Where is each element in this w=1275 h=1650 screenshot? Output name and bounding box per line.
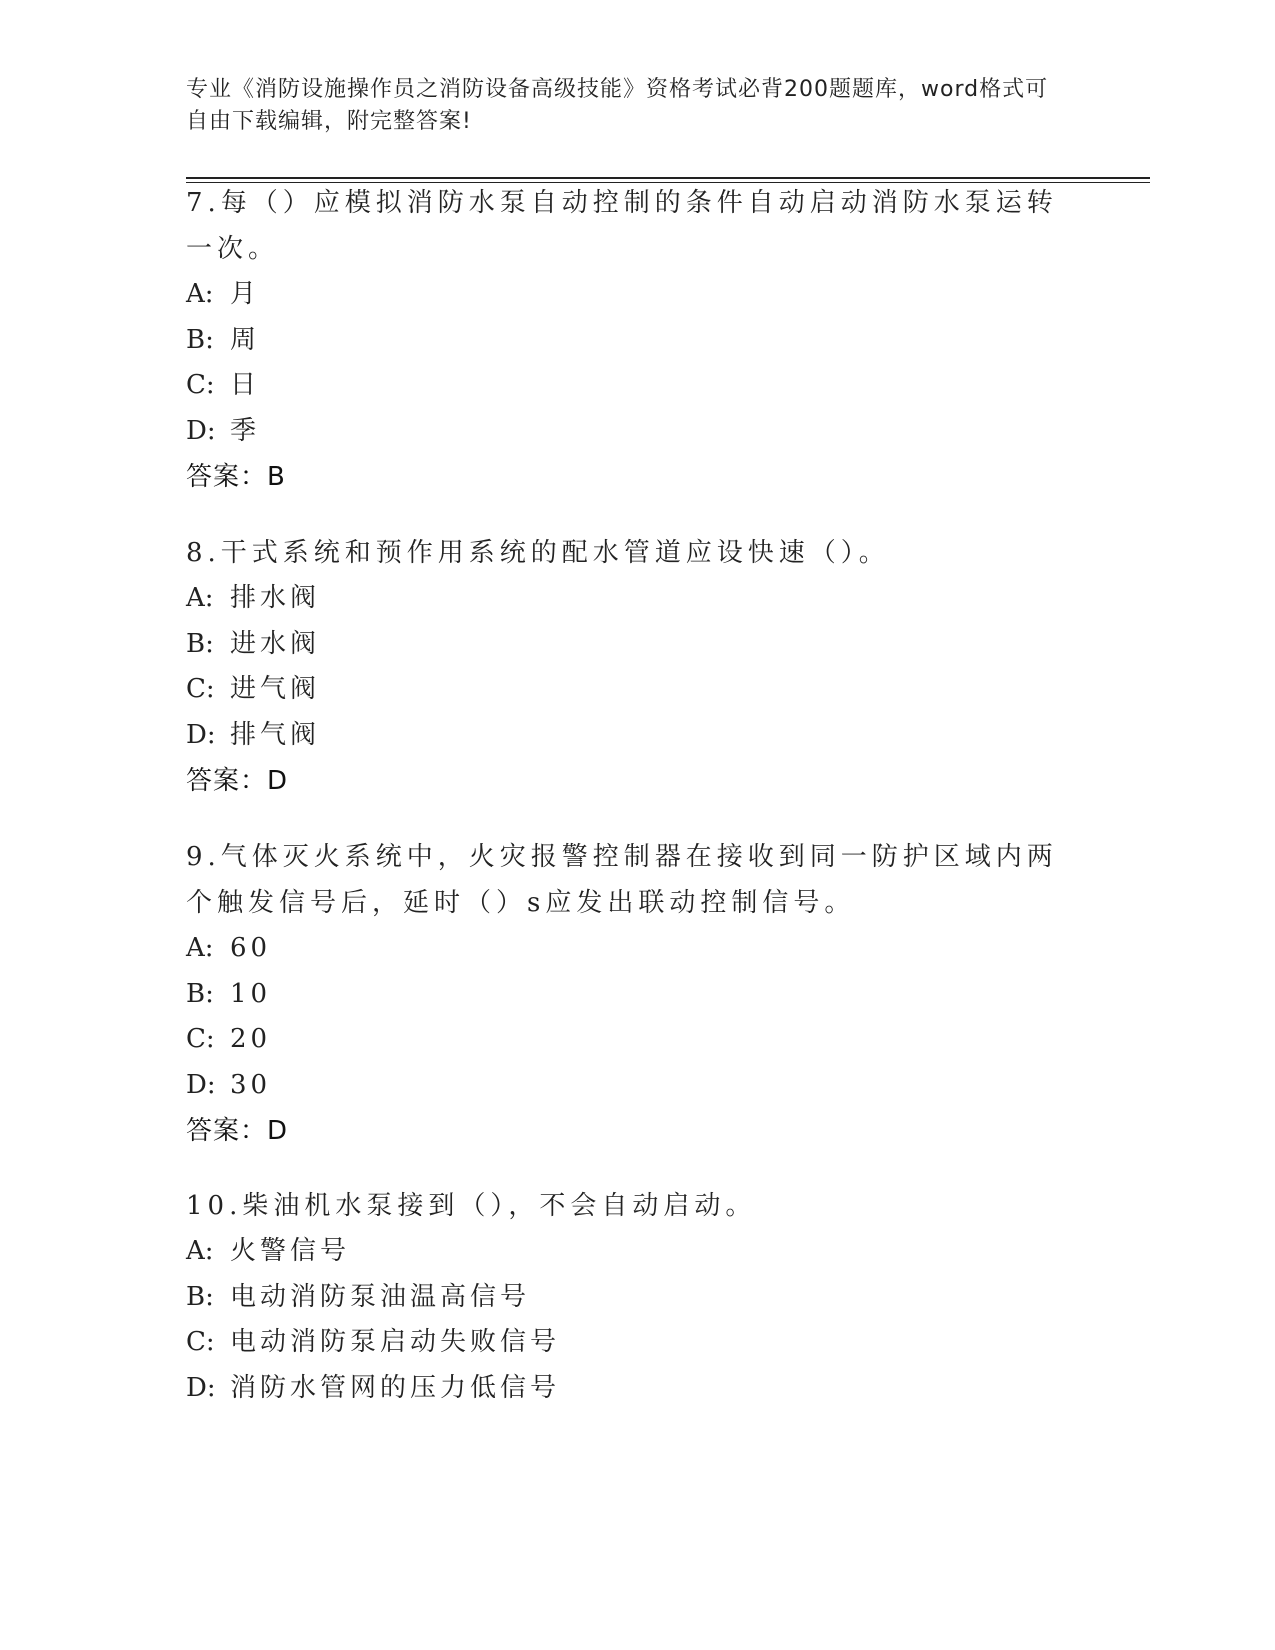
option-key: B:	[186, 978, 214, 1009]
option-text: 电动消防泵启动失败信号	[230, 1327, 561, 1357]
option-text: 季	[230, 415, 261, 446]
option-key: C:	[186, 370, 215, 400]
option-c	[186, 363, 1076, 409]
option-text: 消防水管网的压力低信号	[230, 1372, 561, 1403]
option-text: 周	[230, 324, 261, 355]
question-10	[186, 1183, 1076, 1411]
option-text: 排气阀	[230, 719, 321, 750]
option-key: A:	[186, 933, 214, 963]
option-key: D:	[186, 719, 216, 750]
option-text: 进水阀	[230, 628, 321, 659]
option-c	[186, 1320, 1076, 1366]
option-text: 电动消防泵油温高信号	[230, 1281, 531, 1312]
header-divider-thick	[186, 177, 1150, 179]
option-key: B:	[186, 1281, 214, 1312]
option-key: D:	[186, 415, 216, 446]
option-b	[186, 318, 1076, 364]
option-d	[186, 409, 1076, 455]
option-text: 月	[230, 279, 261, 309]
option-b	[186, 1275, 1076, 1321]
option-d	[186, 1063, 1076, 1109]
option-text: 30	[230, 1069, 272, 1100]
option-key: B:	[186, 628, 214, 659]
option-key: C:	[186, 1327, 215, 1357]
option-a	[186, 272, 1076, 318]
option-key: A:	[186, 583, 214, 613]
option-key: D:	[186, 1372, 216, 1403]
option-c	[186, 1017, 1076, 1063]
option-a	[186, 1229, 1076, 1275]
option-c	[186, 667, 1076, 713]
option-key: D:	[186, 1069, 216, 1100]
option-text: 火警信号	[230, 1236, 351, 1266]
option-key: A:	[186, 279, 214, 309]
option-b	[186, 622, 1076, 668]
document-header: 专业《消防设施操作员之消防设备高级技能》资格考试必背200题题库，word格式可自由下载编辑，附完整答案!	[186, 77, 1049, 134]
option-text: 进气阀	[230, 674, 321, 704]
option-key: B:	[186, 324, 214, 355]
question-9	[186, 834, 1076, 1154]
question-stem: 10.柴油机水泵接到（），不会自动启动。	[186, 1191, 757, 1221]
answer-line: 答案：D	[186, 1116, 289, 1146]
option-text: 排水阀	[230, 583, 321, 613]
option-text: 20	[230, 1024, 272, 1054]
question-7	[186, 180, 1076, 500]
option-a	[186, 926, 1076, 972]
option-key: A:	[186, 1236, 214, 1266]
question-stem: 9.气体灭火系统中，火灾报警控制器在接收到同一防护区域内两个触发信号后，延时（）s应发出联动控制信号。	[186, 842, 1058, 918]
option-text: 10	[230, 978, 272, 1009]
option-d	[186, 713, 1076, 759]
option-text: 60	[230, 933, 272, 963]
option-b	[186, 972, 1076, 1018]
option-key: C:	[186, 674, 215, 704]
answer-line: 答案：B	[186, 462, 286, 492]
option-d	[186, 1366, 1076, 1412]
option-a	[186, 576, 1076, 622]
option-key: C:	[186, 1024, 215, 1054]
question-stem: 7.每（）应模拟消防水泵自动控制的条件自动启动消防水泵运转一次。	[186, 188, 1058, 264]
option-text: 日	[230, 370, 261, 400]
question-8	[186, 530, 1076, 804]
question-stem: 8.干式系统和预作用系统的配水管道应设快速（）。	[186, 538, 890, 568]
answer-line: 答案：D	[186, 766, 289, 796]
